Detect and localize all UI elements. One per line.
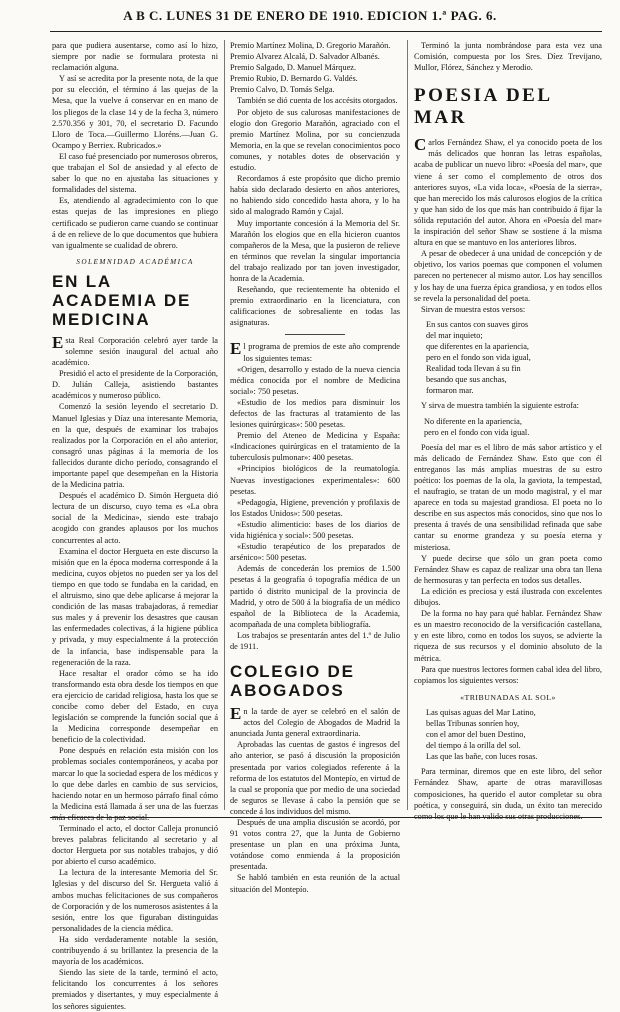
paragraph: Carlos Fernández Shaw, el ya conocido poeta de los más delicados que honran las letras españolas, acaba de publicar un nuevo libro: «Poesía del mar», que viene á ser como el complemento de otros dos anteriores suyos, «La vida loca», «Poesía de la sierra», que han merecido los más calurosos elogios de la crítica y que han sido de los que más han contribuido á fijar la sólida reputación del autor. Ahora en «Poesía del mar» la inspiración del señor Shaw se sostiene á la misma altura en que se mantuvo en los anteriores libros. (414, 135, 602, 248)
poem-excerpt: No diferente en la apariencia, pero en el fondo con vida igual. (424, 416, 530, 437)
prize-line: Premio Alvarez Alcalá, D. Salvador Albanés. (230, 52, 380, 62)
paragraph: Terminado el acto, el doctor Calleja pronunció breves palabras felicitando al secretario y al doctor Hergueta por sus notables trabajos, y dió por abierto el curso académico. (52, 824, 218, 867)
paragraph: La edición es preciosa y está ilustrada con excelentes dibujos. (414, 586, 602, 608)
footer-rule (50, 817, 602, 818)
paragraph: Para terminar, diremos que en este libro, del señor Fernández Shaw, aparte de otras maravillosas composiciones, ha querido el autor completar su obra poética, y conseguirá, sin duda, un éxito tan merecido como los que le han valido sus otras producciones. (414, 767, 602, 821)
paragraph: De la forma no hay para qué hablar. Fernández Shaw es un maestro reconocido de la versificación castellana, y en este libro, como en todos los suyos, se advierte la riqueza de sus recursos y el dominio absoluto de la métrica. (414, 609, 602, 663)
paragraph: Muy importante concesión á la Memoria del Sr. Marañón los elogios que en ella hicieron cuantos compañeros de la Mesa, que la pusieron de relieve en términos que revelan la singular importancia del trabajo realizado por tan joven investigador, honra de la Academia. (230, 218, 400, 283)
paragraph: Por objeto de sus calurosas manifestaciones de elogio don Gregorio Marañón, agraciado con el premio Martínez Molina, por su concienzuda Memoria, en la que se revelan conocimientos poco comunes, y notables dotes de observación y estudio. (230, 107, 400, 173)
column-divider (224, 40, 225, 810)
prize-line: Premio Martínez Molina, D. Gregorio Marañón. (230, 41, 391, 50)
column-2 (230, 40, 400, 894)
paragraph: Presidió el acto el presidente de la Corporación, D. Julián Calleja, asistiendo bastantes académicos y numeroso público. (52, 369, 218, 401)
column-1 (52, 40, 218, 1011)
paragraph: Terminó la junta nombrándose para esta vez una Comisión, compuesta por los Sres. Díez Trevijano, Mullor, Flórez, Sánchez y Merodio. (414, 41, 602, 73)
paragraph: Es, atendiendo al agradecimiento con lo que estas quejas de las impresiones en pliego certificado se pudieron carne cuando se continuar á de en relieve de lo que documentos que hubiera van igualmente se cualidad de obrero. (52, 196, 218, 250)
section-label: SOLEMNIDAD ACADÉMICA (76, 257, 194, 266)
paragraph: Sirvan de muestra estos versos: (421, 304, 526, 314)
paragraph: El programa de premios de este año comprende los siguientes temas: (230, 339, 400, 363)
article-title-medicina: EN LA ACADEMIA DE MEDICINA (52, 271, 192, 329)
header-rule (50, 31, 602, 32)
paragraph: También se dió cuenta de los accésits otorgados. (237, 96, 398, 106)
paragraph: Premio del Ateneo de Medicina y España: «Indicaciones quirúrgicas en el tratamiento de la tuberculosis pulmonar»: 400 pesetas. (230, 431, 400, 463)
paragraph: «Origen, desarrollo y estado de la nueva ciencia médica conocida por el nombre de Medicina social»: 750 pesetas. (230, 364, 400, 396)
paragraph: «Pedagogía, Higiene, prevención y profilaxis de los Estados Unidos»: 500 pesetas. (230, 497, 400, 518)
paragraph: Y puede decirse que sólo un gran poeta como Fernández Shaw es capaz de realizar una obra tan llena de hermosuras y tan perfecta en todos sus detalles. (414, 553, 602, 585)
page-header (0, 0, 620, 30)
prize-line: Premio Calvo, D. Tomás Selga. (230, 85, 335, 95)
poem-heading: «TRIBUNADAS AL SOL» (460, 692, 556, 702)
paragraph: «Estudio alimenticio: bases de los diarios de vida higiénica y social»: 500 pesetas. (230, 519, 400, 541)
paragraph: Y sirva de muestra también la siguiente estrofa: (421, 401, 579, 411)
paragraph: Ha sido verdaderamente notable la sesión, contribuyendo á su brillantez la presencia de la mayoría de los académicos. (52, 934, 218, 967)
poem-excerpt: Las quisas aguas del Mar Latino, bellas Tribunas sonríen hoy, con el amor del buen Destino, del tiempo á la orilla del sol. Las que las bañe, con luces rosas. (426, 707, 538, 762)
prize-line: Premio Rubio, D. Bernardo G. Valdés. (230, 74, 358, 84)
paragraph: El caso fué presenciado por numerosos obreros, que trabajan el Sol de ansiedad y al efecto de saber lo que no en ajustaba las situaciones y formalidades del sistema. (52, 151, 218, 195)
paragraph: Después el académico D. Simón Hergueta dió lectura de un discurso, cuyo tema es «La obra social de la Medicina», siendo este trabajo acogido con grandes aplausos por los muchos concurrentes al acto. (52, 491, 218, 545)
prize-line: Premio Salgado, D. Manuel Márquez. (230, 63, 357, 73)
column-3 (414, 40, 602, 821)
separator (285, 334, 345, 335)
paragraph: Aprobadas las cuentas de gastos é ingresos del año anterior, se pasó á discusión la proposición presentada por varios colegiados referente á la reforma de los estatutos del Montepío, en virtud de la cual se proponía que por medio de una sociedad de seguros se llevase á cabo la pensión que se concede á los individuos del mismo. (230, 740, 400, 816)
paragraph: «Estudio de los medios para disminuir los defectos de las fracturas al tratamiento de las lesiones quirúrgicas»: 500 pesetas. (230, 397, 400, 430)
paragraph: Poesía del mar es el libro de más sabor artístico y el más delicado de Fernández Shaw. Esto que con él entreganos las más amplias muestras de su estro poético: los poemas de la ola, la gaviota, la tempestad, el naufragio, se tratan de un modo magistral, y el mar aparece en toda su majestad grandiosa. El poeta no lo describe en sus aspectos más conocidos, sino que nos lo presenta á través de una sensibilidad refinada que sabe cantar su enorme grandeza y su poesía eterna y misteriosa. (414, 442, 602, 552)
paragraph: Recordamos á este propósito que dicho premio había sido declarado desierto en años anteriores, no habiendo sido concedido hasta ahora, y lo ha sido al malogrado Ramón y Cajal. (230, 174, 400, 217)
paragraph: A pesar de obedecer á una unidad de concepción y de objetivo, los varios poemas que componen el volumen parecen no pertenecer al mismo autor. Los hay sencillos y los hay de una fuerza épica grandiosa, y en todos ellos se revela la personalidad del poeta. (414, 249, 602, 303)
paragraph: La lectura de la interesante Memoria del Sr. Iglesias y del discurso del Sr. Hergueta valió á ambos muchas felicitaciones de sus compañeros de Corporación y de los numerosos asistentes á la sesión, entre los que figuraban distinguidas personalidades de la ciencia médica. (52, 868, 218, 933)
paragraph: Pone después en relación esta misión con los problemas sociales contemporáneos, y acaba por marcar lo que la sociedad espera de los médicos y lo que debe darles en cambio de sus servicios, haciendo notar en un hermoso párrafo final cómo la Medicina está llamada á ser una de las fuerzas más eficaces de la paz social. (52, 746, 218, 822)
poem-excerpt: En sus cantos con suaves giros del mar inquieto; que diferentes en la apariencia, pero en el fondo son vida igual, Realidad toda llevan á su fin besando que sus anchas, formaron mar. (426, 319, 531, 396)
paragraph: Para que nuestros lectores formen cabal idea del libro, copiamos los siguientes versos: (414, 664, 602, 685)
column-divider (407, 40, 408, 810)
paragraph: «Principios biológicos de la reumatología. Nuevas investigaciones experimentales»: 600 pesetas. (230, 464, 400, 496)
paragraph: Reseñando, que recientemente ha obtenido el premio extraordinario en la licenciatura, con calificaciones de sobresaliente en todas las asignaturas. (230, 285, 400, 328)
paragraph: «Estudio terapéutico de los preparados de arsénico»: 500 pesetas. (230, 542, 400, 563)
paragraph: Esta Real Corporación celebró ayer tarde la solemne sesión inaugural del actual año académico. (52, 332, 218, 368)
paragraph: Después de una amplia discusión se acordó, por 91 votos contra 27, que la Junta de Gobierno presentase un plan en una próxima Junta, votándose como enmienda á la proposición presentada. (230, 818, 400, 872)
paragraph: Hace resaltar el orador cómo se ha ido transformando esta obra desde los tiempos en que era ejercicio de caridad religiosa, hasta los que se concibe como deber del Estado, en cuya legislación se comprende la función social que á la Medicina corresponde desempeñar en beneficio de la colectividad. (52, 668, 218, 745)
paragraph: Se habló también en esta reunión de la actual situación del Montepío. (230, 873, 400, 894)
paragraph: Examina el doctor Hergueta en este discurso la misión que en la época moderna corresponde á la medicina, cuyos objetos no pueden ser ya los del tiempo en que todo se fundaba en la caridad, en el altruismo, sino que debe aplicarse á mejorar la condición de las masas trabajadoras, á remediar sus males y á prevenir los desastres que causan las enfermedades colectivas, á la higiene pública y privada, y muy especialmente á la protección de la infancia, base indispensable para la regeneración de la raza. (52, 546, 218, 667)
paragraph: Comenzó la sesión leyendo el secretario D. Manuel Iglesias y Díaz una interesante Memoria, en la que, después de examinar los trabajos realizados por la Corporación en el año anterior, consagró unas páginas á la memoria de los fallecidos durante dicho período, consagrando el importante papel que desempeñan en la Historia de la Medicina patria. (52, 402, 218, 490)
article-title-abogados: COLEGIO DE ABOGADOS (230, 662, 355, 701)
page-header-text: A B C. LUNES 31 DE ENERO DE 1910. EDICION 1.ª PAG. 6. (123, 8, 497, 23)
paragraph: En la tarde de ayer se celebró en el salón de actos del Colegio de Abogados de Madrid la anunciada Junta general extraordinaria. (230, 704, 400, 739)
paragraph: Siendo las siete de la tarde, terminó el acto, felicitando los concurrentes á los señores premiados y disertantes, y muy especialmente á los señores siguientes. (52, 968, 218, 1011)
article-title-poesia: POESIA DEL MAR (414, 85, 552, 129)
paragraph: Y así se acredita por la presente nota, de la que por su elección, el término á las quejas de la Mesa, que la vuelve á conservar en en mano de los pliegos de la clase 14 y de la fecha 3, número 2.570.356 y 301, 70, el secretario D. Facundo Lloro de Toca.—Guillermo Lloréns.—Juan G. Ocampo y Berriex. Rubricados.» (52, 74, 218, 150)
paragraph: Los trabajos se presentarán antes del 1.º de Julio de 1911. (230, 630, 400, 651)
paragraph: Además de concederán los premios de 1.500 pesetas á la geografía ó topografía médica de un partido ó distrito municipal de la provincia de Madrid, y otro de 500 á la biografía de un médico español de la Biblioteca de la Academia, acompañada de una completa bibliografía. (230, 564, 400, 629)
paragraph: para que pudiera ausentarse, como así lo hizo, siempre por nadie se formulara protesta ni reclamación alguna. (52, 41, 218, 73)
